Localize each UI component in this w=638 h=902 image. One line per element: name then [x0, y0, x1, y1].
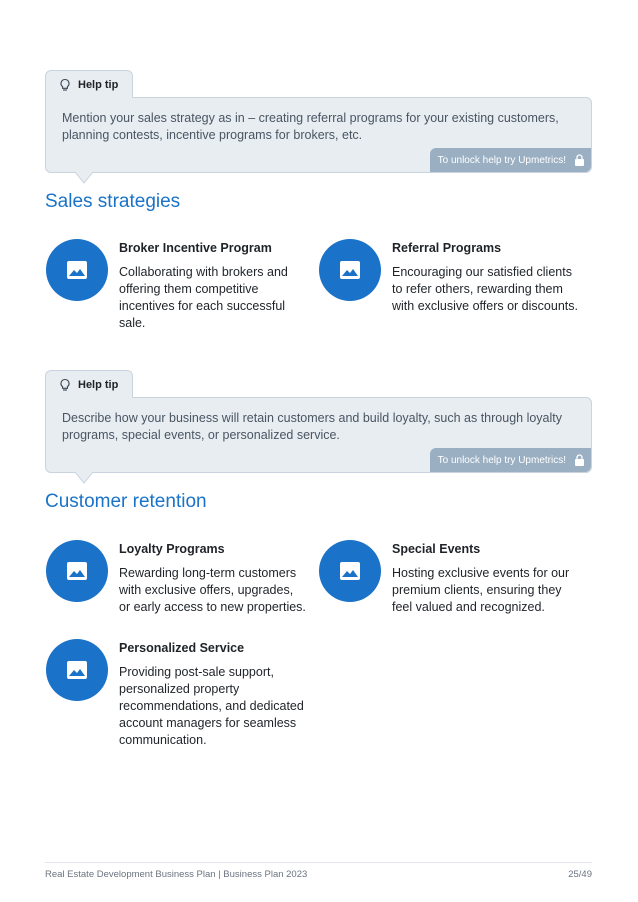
- item-description: Rewarding long-term customers with exclusive offers, upgrades, or early access to new properties.: [119, 566, 306, 614]
- image-icon: [65, 258, 89, 282]
- help-tip-tab: [45, 370, 133, 398]
- item-title: Personalized Service: [119, 641, 245, 655]
- image-placeholder: [46, 639, 108, 701]
- item-description: Providing post-sale support, personalized property recommendations, and dedicated account managers for seamless communication.: [119, 665, 304, 747]
- unlock-help-label: To unlock help try Upmetrics!: [437, 454, 566, 466]
- image-placeholder: [319, 239, 381, 301]
- lightbulb-icon: [58, 378, 72, 392]
- image-placeholder: [46, 239, 108, 301]
- unlock-help-button[interactable]: [430, 448, 591, 472]
- help-tip-label: Help tip: [78, 378, 119, 391]
- image-placeholder: [319, 540, 381, 602]
- unlock-help-label: To unlock help try Upmetrics!: [437, 154, 566, 166]
- item-title: Broker Incentive Program: [119, 241, 272, 255]
- unlock-help-button[interactable]: [430, 148, 591, 172]
- help-tip-tab: [45, 70, 133, 98]
- image-icon: [65, 559, 89, 583]
- help-tip-text: Mention your sales strategy as in – creating referral programs for your existing customers, planning contests, incentive programs for brokers, etc.: [62, 111, 559, 142]
- image-icon: [65, 658, 89, 682]
- item-title: Referral Programs: [392, 241, 502, 255]
- item-description: Hosting exclusive events for our premium clients, ensuring they feel valued and recognized.: [392, 566, 570, 614]
- lightbulb-icon: [58, 78, 72, 92]
- lock-icon: [574, 154, 585, 166]
- footer-divider: [45, 862, 592, 863]
- item-description: Collaborating with brokers and offering them competitive incentives for each successful sale.: [119, 265, 288, 330]
- section-title-sales-strategies: Sales strategies: [45, 191, 181, 212]
- item-title: Loyalty Programs: [119, 542, 225, 556]
- item-title: Special Events: [392, 542, 481, 556]
- item-description: Encouraging our satisfied clients to refer others, rewarding them with exclusive offers or discounts.: [392, 265, 578, 313]
- help-tip-box: [45, 397, 592, 473]
- image-icon: [338, 258, 362, 282]
- tip-pointer: [75, 472, 93, 484]
- section-title-customer-retention: Customer retention: [45, 491, 207, 512]
- footer-document-title: Real Estate Development Business Plan | Business Plan 2023: [45, 869, 308, 880]
- help-tip-box: [45, 97, 592, 173]
- image-placeholder: [46, 540, 108, 602]
- help-tip-text: Describe how your business will retain customers and build loyalty, such as through loyalty programs, special events, or personalized service.: [62, 411, 563, 442]
- lock-icon: [574, 454, 585, 466]
- help-tip-label: Help tip: [78, 78, 119, 91]
- footer-page-number: 25/49: [568, 869, 592, 880]
- tip-pointer: [75, 172, 93, 184]
- image-icon: [338, 559, 362, 583]
